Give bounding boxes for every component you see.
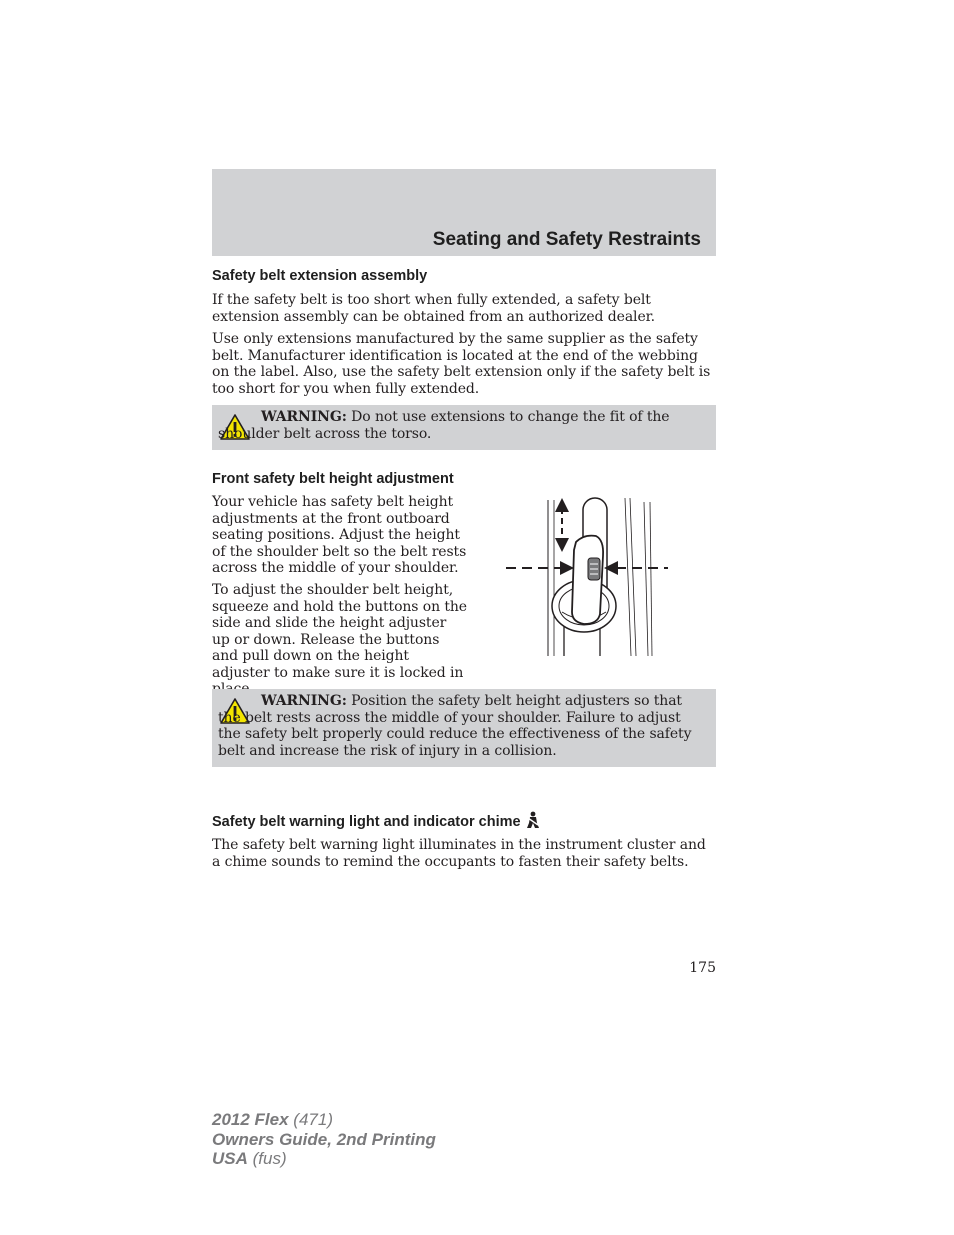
- warning-text-height: [218, 693, 706, 759]
- heading-text: Safety belt warning light and indicator chime: [212, 814, 521, 830]
- footer-market-code: (fus): [252, 1149, 287, 1168]
- heading-height-adjustment: Front safety belt height adjustment: [212, 471, 454, 487]
- chime-paragraph: The safety belt warning light illuminates in the instrument cluster and a chime sounds to remind the occupants to fasten their safety belts.: [212, 837, 706, 870]
- warning-box-extension: [212, 405, 716, 450]
- section-header-band: [212, 169, 716, 256]
- footer-guide: Owners Guide, 2nd Printing: [212, 1129, 436, 1149]
- height-paragraph-2: To adjust the shoulder belt height, squeeze and hold the buttons on the side and slide the height adjuster up or down. Release the buttons and pull down on the height adjuster to make sure it is locked in: [212, 582, 467, 681]
- heading-warning-light-chime: [212, 811, 541, 830]
- document-footer: [212, 1110, 436, 1169]
- height-paragraph-1: Your vehicle has safety belt height adjustments at the front outboard seating positions. Adjust the height of the shoulder belt so the belt rests across the middle of your shoulder.: [212, 494, 467, 576]
- warning-message: Do not use extensions to change the fit of the shoulder belt across the torso.: [218, 409, 670, 442]
- seatbelt-warning-icon: [525, 811, 541, 829]
- warning-box-height: [212, 689, 716, 767]
- page-number: 175: [689, 960, 716, 976]
- warning-label: WARNING:: [261, 409, 347, 425]
- extension-paragraph-2: Use only extensions manufactured by the same supplier as the safety belt. Manufacturer identification is located at the end of the webbing on the label. Also, use the safety belt extension only if the safety belt is too short for you when fully extended.: [212, 331, 711, 397]
- warning-message: Position the safety belt height adjusters so that the belt rests across the middle of your shoulder. Failure to adjust the safety belt properly could reduce the effectiveness of the safety belt and increase the risk of injury in a collision.: [218, 693, 692, 759]
- warning-text-extension: [218, 409, 706, 442]
- belt-height-adjuster-illustration: [500, 494, 672, 658]
- heading-extension-assembly: Safety belt extension assembly: [212, 268, 428, 284]
- section-title: Seating and Safety Restraints: [432, 229, 701, 250]
- warning-label: WARNING:: [261, 693, 347, 709]
- footer-market: USA: [212, 1149, 248, 1168]
- extension-paragraph-1: If the safety belt is too short when fully extended, a safety belt extension assembly can be obtained from an authorized dealer.: [212, 292, 656, 325]
- footer-model-code: (471): [293, 1110, 333, 1129]
- footer-model: 2012 Flex: [212, 1110, 289, 1129]
